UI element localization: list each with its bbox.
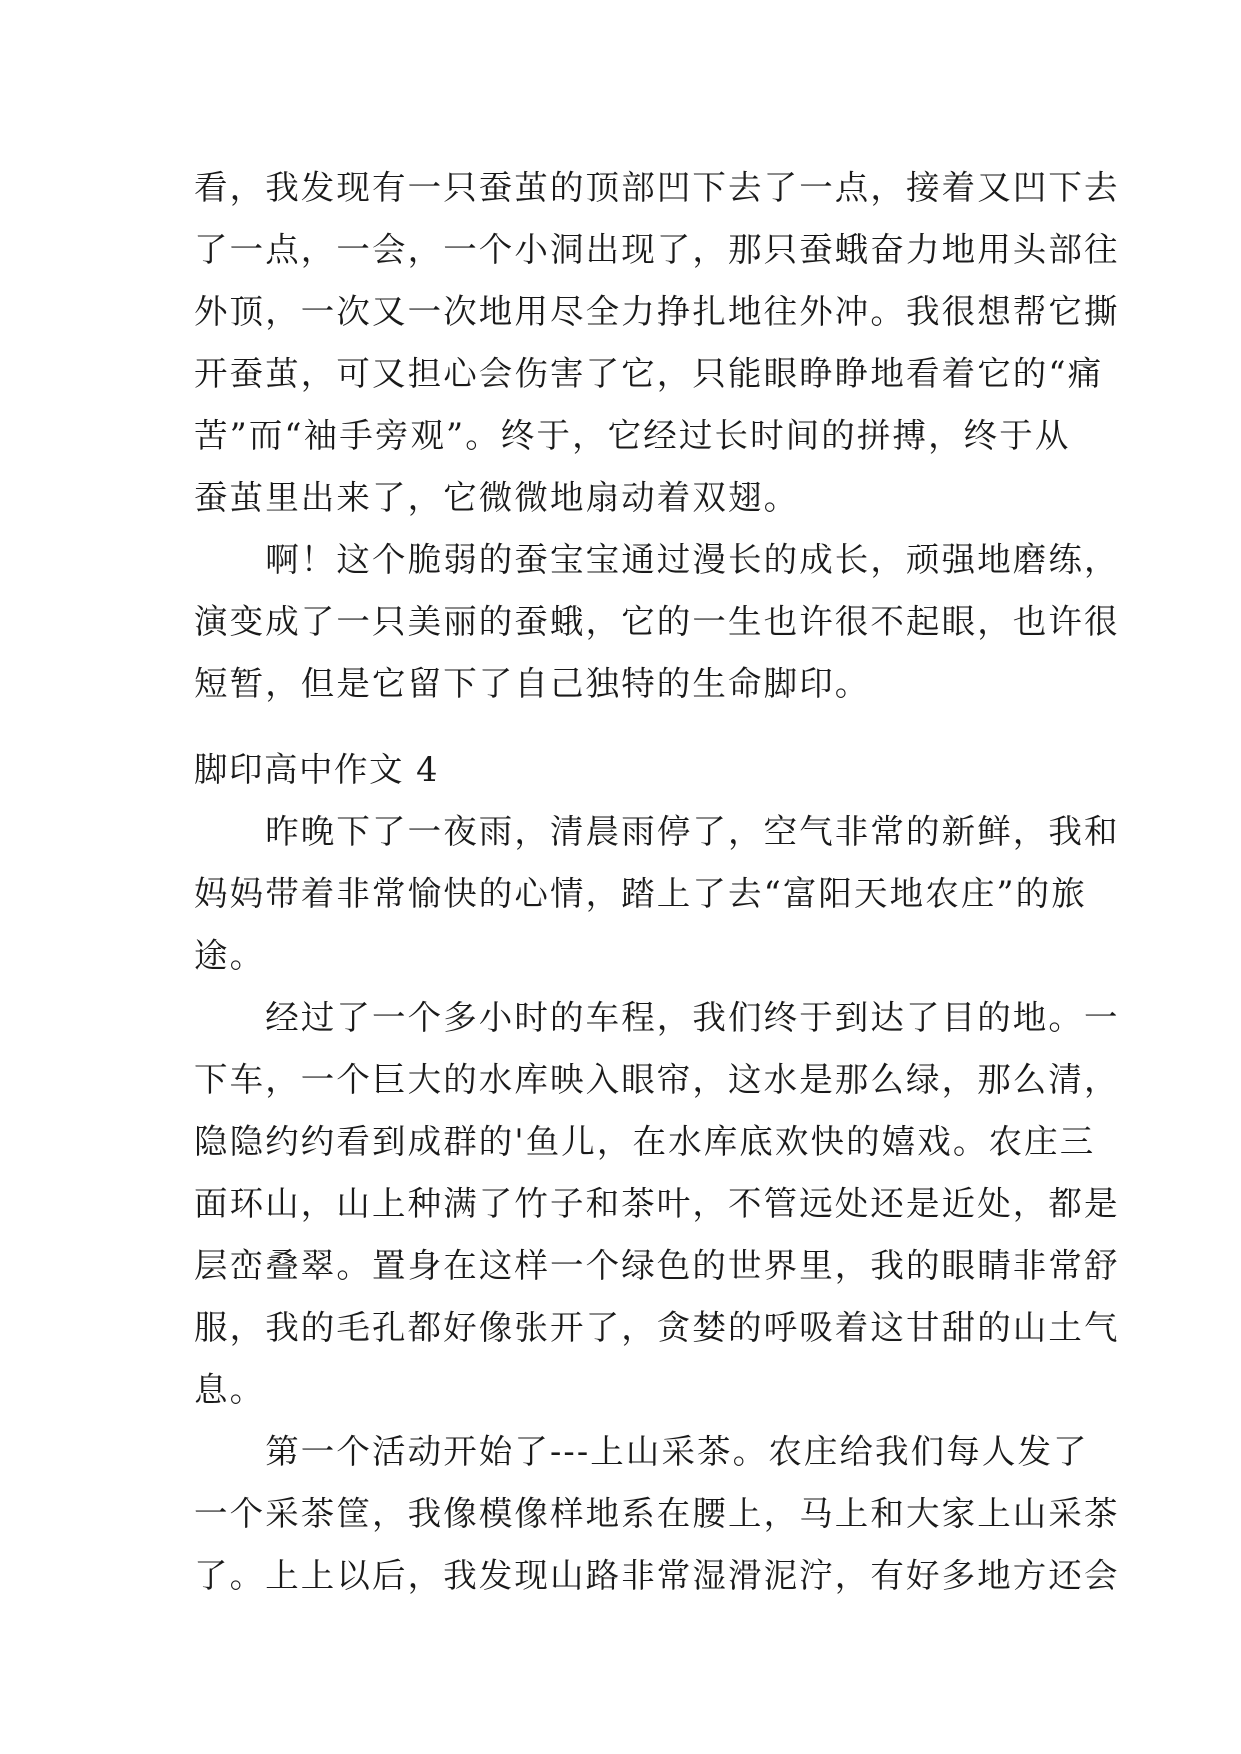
text-line: 妈妈带着非常愉快的心情，踏上了去“富阳天地农庄”的旅 [194, 874, 1087, 913]
text-line: 层峦叠翠。置身在这样一个绿色的世界里，我的眼睛非常舒 [194, 1246, 1120, 1285]
text-line: 下车，一个巨大的水库映入眼帘，这水是那么绿，那么清， [194, 1060, 1120, 1099]
section-heading: 脚印高中作文 4 [194, 750, 439, 789]
text-line: 服，我的毛孔都好像张开了，贪婪的呼吸着这甘甜的山土气 [194, 1308, 1120, 1347]
text-line: 短暂，但是它留下了自己独特的生命脚印。 [194, 664, 871, 703]
text-line: 蚕茧里出来了，它微微地扇动着双翅。 [194, 478, 800, 517]
text-line: 一个采茶筐，我像模像样地系在腰上，马上和大家上山采茶 [194, 1494, 1120, 1533]
text-line: 隐隐约约看到成群的'鱼儿，在水库底欢快的嬉戏。农庄三 [194, 1122, 1096, 1161]
text-line: 苦”而“袖手旁观”。终于，它经过长时间的拼搏，终于从 [194, 416, 1071, 455]
text-line: 面环山，山上种满了竹子和茶叶，不管远处还是近处，都是 [194, 1184, 1120, 1223]
text-line: 息。 [194, 1370, 266, 1409]
text-line: 看，我发现有一只蚕茧的顶部凹下去了一点，接着又凹下去 [194, 168, 1120, 207]
text-line: 经过了一个多小时的车程，我们终于到达了目的地。一 [194, 998, 1120, 1037]
text-line: 了。上上以后，我发现山路非常湿滑泥泞，有好多地方还会 [194, 1556, 1120, 1595]
text-line: 昨晚下了一夜雨，清晨雨停了，空气非常的新鲜，我和 [194, 812, 1120, 851]
text-line: 了一点，一会，一个小洞出现了，那只蚕蛾奋力地用头部往 [194, 230, 1120, 269]
text-line: 途。 [194, 936, 266, 975]
text-line: 外顶，一次又一次地用尽全力挣扎地往外冲。我很想帮它撕 [194, 292, 1120, 331]
text-line: 开蚕茧，可又担心会伤害了它，只能眼睁睁地看着它的“痛 [194, 354, 1104, 393]
text-line: 演变成了一只美丽的蚕蛾，它的一生也许很不起眼，也许很 [194, 602, 1120, 641]
text-line: 第一个活动开始了---上山采茶。农庄给我们每人发了 [194, 1432, 1089, 1471]
text-line: 啊！这个脆弱的蚕宝宝通过漫长的成长，顽强地磨练， [194, 540, 1120, 579]
